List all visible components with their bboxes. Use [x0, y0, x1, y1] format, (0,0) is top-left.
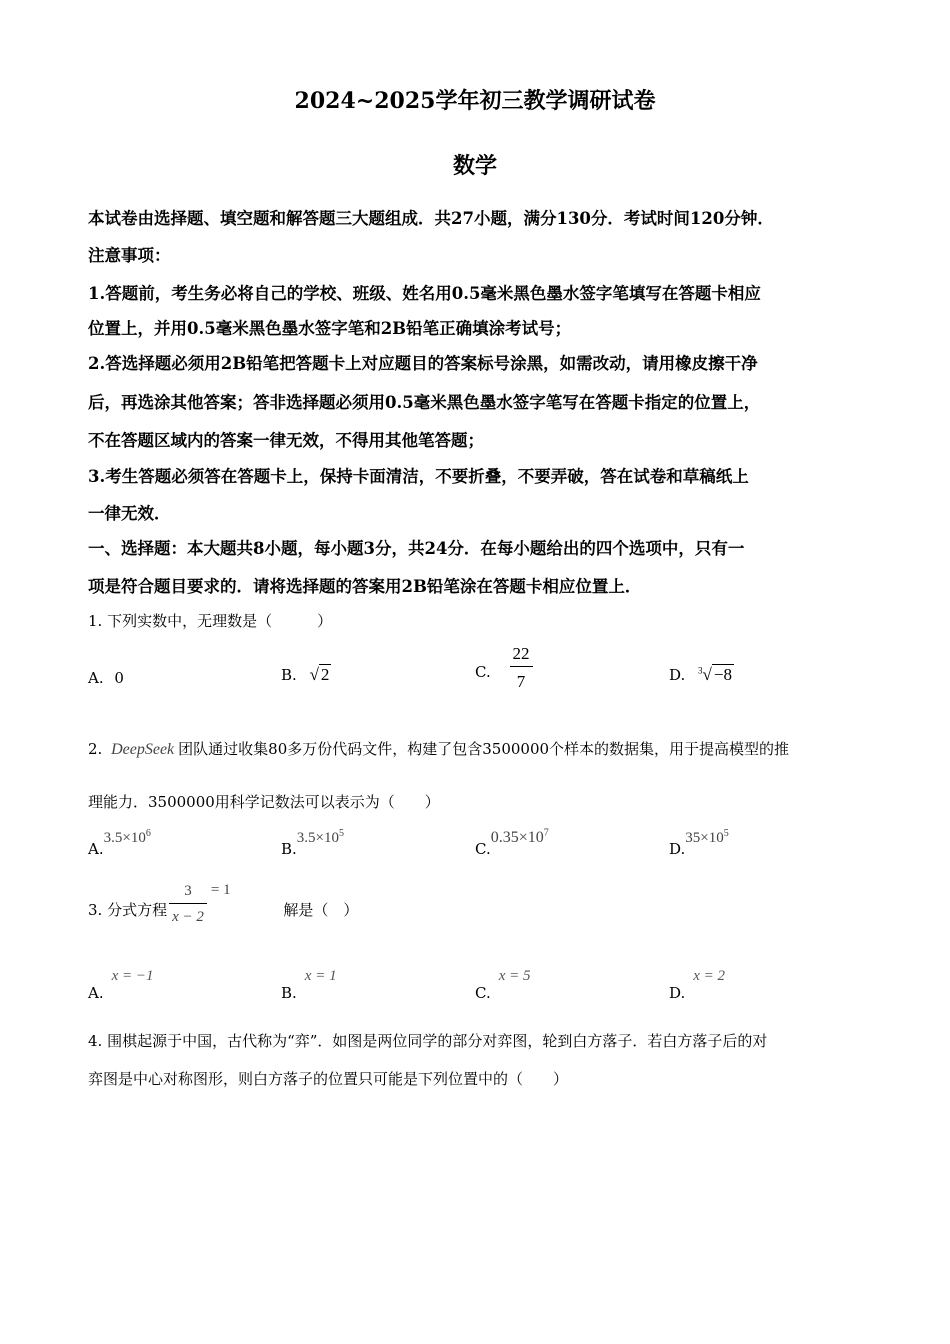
root-index: 3 [698, 665, 703, 676]
deepseek-brand: DeepSeek [111, 741, 175, 758]
subject-title: 数学 [452, 153, 497, 179]
instruction-line: 1.答题前，考生务必将自己的学校、班级、姓名用0.5毫米黑色墨水签字笔填写在答题卡相应 [88, 284, 761, 303]
question-2-stem-cont: 理能力．3500000用科学记数法可以表示为（ ） [88, 793, 440, 811]
section-heading: 一、选择题：本大题共8小题，每小题3分，共24分．在每小题给出的四个选项中，只有一 [88, 539, 745, 558]
q2-option-b: $B.3.5\times 10^5$ [281, 828, 345, 858]
question-2-stem: 2. DeepSeek 团队通过收集80多万份代码文件，构建了包含3500000个样本的数据集，用于提高模型的推 [88, 740, 790, 758]
numerator: 3 [184, 883, 192, 899]
q3-option-b: B.x = 1 [281, 968, 337, 1002]
denominator: x − 2 [169, 903, 207, 925]
instruction-line: 2.答选择题必须用2B铅笔把答题卡上对应题目的答案标号涂黑，如需改动，请用橡皮擦干净 [88, 354, 758, 373]
question-4-stem-cont: 弈图是中心对称图形，则白方落子的位置只可能是下列位置中的（ ） [88, 1070, 569, 1088]
option-label: D. [669, 840, 686, 858]
q2-option-d: $D.35\times 10^5$ [669, 828, 729, 858]
option-label: C. [475, 984, 491, 1002]
instruction-line: 后，再选涂其他答案；答非选择题必须用0.5毫米黑色墨水签字笔写在答题卡指定的位置上， [88, 393, 761, 412]
option-label: A. [88, 840, 104, 858]
equation-fraction [169, 884, 207, 925]
instruction-line: 位置上，并用0.5毫米黑色墨水签字笔和2B铅笔正确填涂考试号； [88, 319, 572, 338]
option-label: A. [88, 984, 104, 1002]
q3-option-c: C.x = 5 [475, 968, 531, 1002]
radicand: −8 [713, 665, 732, 684]
question-4-stem: 4. 围棋起源于中国，古代称为“弈”．如图是两位同学的部分对弈图，轮到白方落子．若白方落子后的对 [88, 1032, 768, 1050]
option-label: B. [281, 984, 297, 1002]
q3-option-d: D.x = 2 [669, 968, 726, 1002]
radicand: 2 [320, 665, 330, 684]
exam-title: 2024~2025学年初三教学调研试卷 [294, 88, 656, 114]
instruction-line: 3.考生答题必须答在答题卡上，保持卡面清洁，不要折叠，不要弄破，答在试卷和草稿纸上 [88, 467, 749, 486]
equation-rhs: = 1 [210, 882, 231, 898]
option-label: B. [281, 840, 297, 858]
option-label: A. [88, 669, 104, 687]
instruction-line: 不在答题区域内的答案一律无效，不得用其他笔答题； [88, 431, 484, 450]
q1-option-d: D. $^3$√ −8 [669, 665, 732, 684]
q2-option-c: $C.0.35\times 10^7$ [475, 828, 549, 858]
instruction-line: 本试卷由选择题、填空题和解答题三大题组成．共27小题，满分130分．考试时间120分钟． [88, 209, 774, 228]
instruction-line: 一律无效． [88, 504, 171, 523]
question-1-stem: 1. 下列实数中，无理数是（ ） [88, 612, 333, 630]
denominator: 7 [510, 666, 533, 690]
option-label: B. [281, 666, 297, 684]
option-label: C. [475, 840, 491, 858]
q3-option-a: A.x = −1 [88, 968, 154, 1002]
option-label: D. [669, 984, 686, 1002]
option-label: D. [669, 666, 686, 684]
numerator: 22 [512, 644, 530, 663]
section-heading: 项是符合题目要求的．请将选择题的答案用2B铅笔涂在答题卡相应位置上． [88, 577, 642, 596]
q1-option-b: B. √ 2 [281, 665, 330, 684]
q1-option-c [475, 645, 533, 690]
q2-option-a: $A.3.5\times 10^6$ [88, 828, 151, 858]
question-3-stem: 3. 分式方程 $\frac{3}{x - 2}$ = 1 解是（ ） [88, 882, 359, 925]
option-label: C. [475, 662, 491, 681]
fraction [510, 645, 533, 690]
q1-option-a [88, 669, 124, 687]
option-value: 0 [114, 669, 124, 687]
instruction-line: 注意事项： [88, 246, 171, 265]
